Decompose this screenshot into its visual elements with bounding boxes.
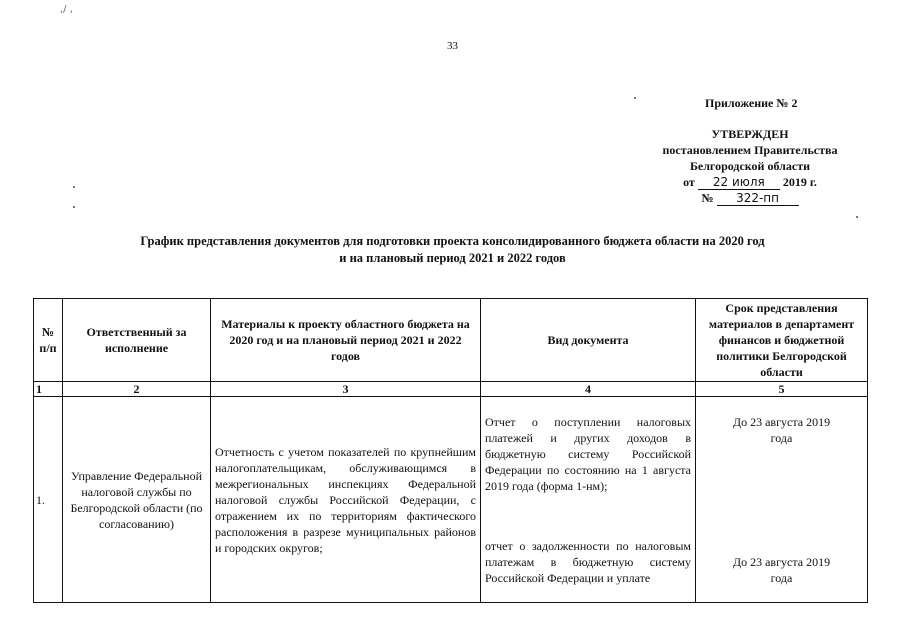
scan-speck [73,206,75,208]
row-deadline-cell [696,397,868,603]
column-index: 2 [63,382,211,397]
column-index-row [34,382,868,397]
approval-number-line [600,190,900,206]
header-deadline: Срок представления материалов в департамент финансов и бюджетной политики Белгородской области [696,299,868,382]
scan-speck [73,186,75,188]
page-number: 33 [447,40,458,52]
appendix-label: Приложение № 2 [705,96,798,110]
spacer [485,494,691,538]
column-index: 5 [696,382,868,397]
approval-block [600,126,900,206]
column-index: 1 [34,382,63,397]
spacer [700,446,863,554]
date-value: 22 июля [698,176,780,190]
scan-speck [856,216,858,218]
date-prefix: от [683,175,695,189]
header-num: № п/п [34,299,63,382]
row-doc-type-2: отчет о задолженности по налоговым платежам в бюджетную систему Российской Федерации и уплате [485,538,691,585]
scan-speck [634,97,636,99]
number-prefix: № [701,191,714,205]
schedule-table [33,298,868,603]
document-title-line1: График представления документов для подготовки проекта консолидированного бюджета области на 2020 год [140,234,765,248]
row-materials: Отчетность с учетом показателей по крупнейшим налогоплательщикам, обслуживающимся в межрегиональных инспекциях Федеральной налоговой службы Российской Федерации, с отражением их по территориям фактического расположения в разрезе муниципальных районов и городских округов; [211,397,481,603]
row-doc-type-1: Отчет о поступлении налоговых платежей и других доходов в бюджетную систему Российской Федерации по состоянию на 1 августа 2019 года (форма 1-нм); [485,414,691,493]
scan-corner-mark: ,/ , [60,4,73,15]
header-materials: Материалы к проекту областного бюджета на 2020 год и на плановый период 2021 и 2022 годов [211,299,481,382]
approval-title: УТВЕРЖДЕН [711,127,789,141]
document-title-line2: и на плановый период 2021 и 2022 годов [339,251,566,265]
number-value: 322-пп [717,192,799,206]
header-doc-type: Вид документа [481,299,696,382]
row-deadline-1: До 23 августа 2019 года [732,414,831,445]
table-row [34,397,868,603]
row-number: 1. [34,397,63,603]
date-suffix: 2019 г. [782,175,817,189]
document-title [40,233,865,267]
row-doc-type-cell [481,397,696,603]
column-index: 3 [211,382,481,397]
header-responsible: Ответственный за исполнение [63,299,211,382]
row-deadline-2: До 23 августа 2019 года [732,554,831,585]
table-header-row [34,299,868,382]
approval-line1: постановлением Правительства [662,143,838,157]
approval-date-line [600,174,900,190]
column-index: 4 [481,382,696,397]
approval-line2: Белгородской области [689,159,811,173]
row-responsible: Управление Федеральной налоговой службы по Белгородской области (по согласованию) [63,397,211,603]
